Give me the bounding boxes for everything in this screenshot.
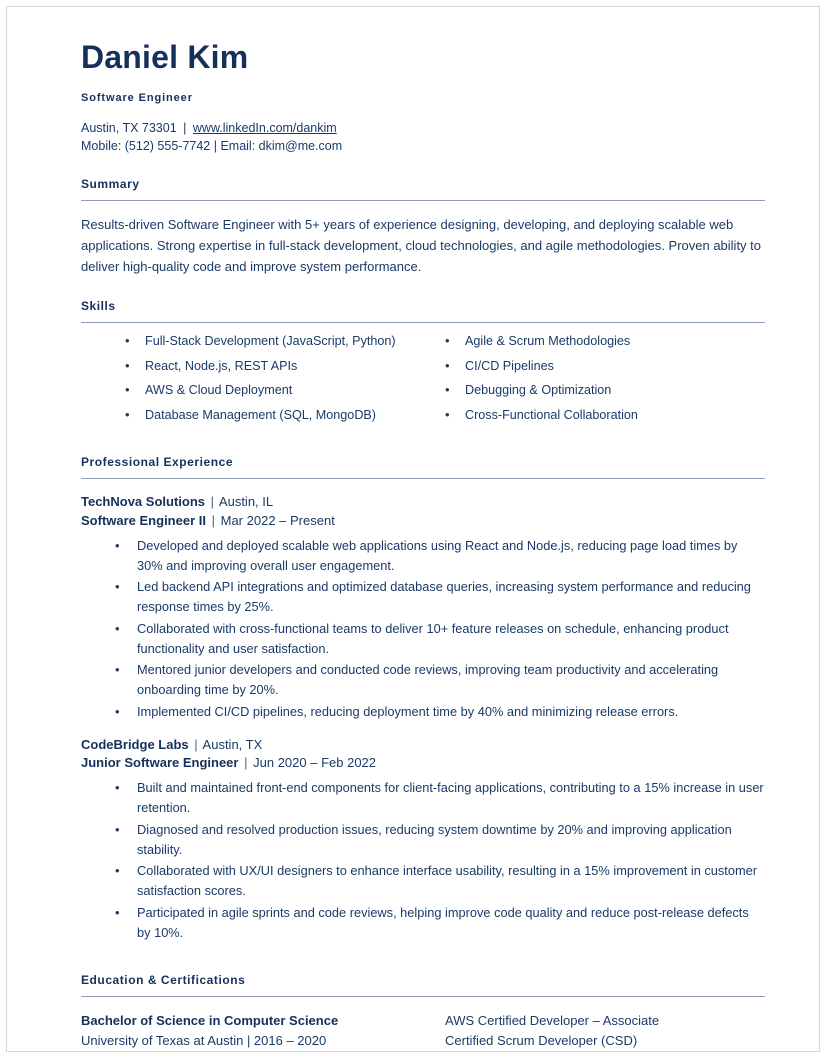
experience-heading: Professional Experience [81,455,234,470]
skill-item: • CI/CD Pipelines [445,360,765,373]
education-section [81,973,765,1051]
education-heading: Education & Certifications [81,972,246,987]
skills-columns [81,335,765,433]
job-company-line [81,736,765,755]
contact-line-phone-email: Mobile: (512) 555-7742 | Email: dkim@me.com [81,138,343,153]
job-role: Junior Software Engineer [81,755,239,771]
education-divider [81,996,765,997]
job-company: TechNova Solutions [81,494,205,510]
contact-info [81,119,765,155]
degree-title: Bachelor of Science in Computer Science [81,1012,339,1028]
summary-heading: Summary [81,176,140,191]
certification-item: Certified Scrum Developer (CSD) [445,1032,638,1048]
job-role-line [81,754,765,773]
skill-item: • AWS & Cloud Deployment [125,384,423,397]
skills-divider [81,322,765,323]
resume-content [81,41,765,1050]
job-company-line [81,493,765,512]
job-pipe: | [211,513,215,529]
skill-item: • Agile & Scrum Methodologies [445,335,765,348]
job-company: CodeBridge Labs [81,736,189,752]
job-bullets [81,536,765,722]
job-dates: Mar 2022 – Present [220,513,335,529]
skills-section [81,299,765,433]
summary-section [81,177,765,277]
experience-entry [81,736,765,943]
job-role-line [81,512,765,531]
job-location: Austin, TX [202,736,263,752]
job-role: Software Engineer II [81,513,206,529]
skill-item: • React, Node.js, REST APIs [125,360,423,373]
summary-text: Results-driven Software Engineer with 5+ years of experience designing, developing, and deploying scalable web applications. Strong expertise in full-stack development, cloud technologies, and agile methodologies. Proven ability to deliver high-quality code and improve system performance. [81,216,762,274]
experience-entry [81,493,765,721]
candidate-name: Daniel Kim [81,39,249,75]
job-bullet: • Collaborated with cross-functional teams to deliver 10+ feature releases on schedule, enhancing product functionality and user satisfaction. [115,619,765,659]
job-pipe: | [244,755,248,771]
contact-line-location [81,119,765,137]
skill-item: • Full-Stack Development (JavaScript, Python) [125,335,423,348]
contact-separator: | [183,120,187,135]
job-bullet: • Collaborated with UX/UI designers to enhance interface usability, resulting in a 15% improvement in customer satisfaction scores. [115,861,765,901]
skills-column-right [423,335,765,433]
job-bullet: • Implemented CI/CD pipelines, reducing deployment time by 40% and minimizing release errors. [115,702,765,722]
resume-page [6,6,820,1052]
job-bullet: • Led backend API integrations and optimized database queries, increasing system performance and reducing response times by 25%. [115,577,765,617]
certification-item: AWS Certified Developer – Associate [445,1012,660,1028]
education-column-right [423,1011,765,1051]
experience-divider [81,478,765,479]
job-location: Austin, IL [218,494,274,510]
job-pipe: | [194,736,198,752]
experience-section [81,455,765,943]
skills-heading: Skills [81,298,116,313]
education-columns [81,1011,765,1051]
job-bullet: • Developed and deployed scalable web applications using React and Node.js, reducing page load times by 30% and improving overall user engagement. [115,536,765,576]
job-bullet: • Participated in agile sprints and code reviews, helping improve code quality and reduce post-release defects by 10%. [115,903,765,943]
summary-divider [81,200,765,201]
job-bullets [81,778,765,943]
job-bullet: • Built and maintained front-end components for client-facing applications, contributing to a 15% increase in user retention. [115,778,765,818]
job-dates: Jun 2020 – Feb 2022 [253,755,377,771]
education-column-left [81,1011,423,1051]
job-bullet: • Diagnosed and resolved production issues, reducing system downtime by 20% and improving application stability. [115,820,765,860]
job-bullet: • Mentored junior developers and conducted code reviews, improving team productivity and accelerating onboarding time by 20%. [115,660,765,700]
skill-item: • Database Management (SQL, MongoDB) [125,409,423,422]
candidate-title: Software Engineer [81,91,193,104]
skills-column-left [81,335,423,433]
job-pipe: | [210,494,215,510]
resume-header [81,41,765,155]
school-name: University of Texas at Austin | 2016 – 2020 [81,1032,327,1048]
skill-item: • Debugging & Optimization [445,384,765,397]
skill-item: • Cross-Functional Collaboration [445,409,765,422]
contact-location: Austin, TX 73301 [81,120,177,135]
linkedin-link[interactable]: www.linkedIn.com/dankim [192,120,337,135]
